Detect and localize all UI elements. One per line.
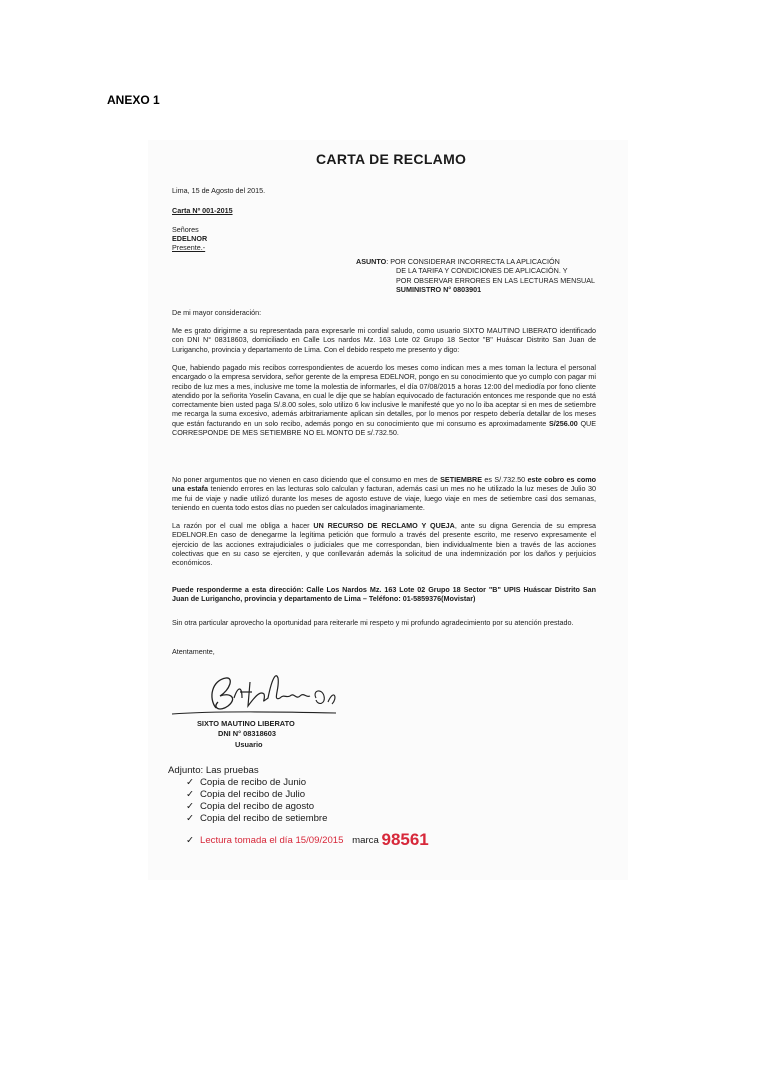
meter-reading: [186, 830, 429, 850]
attachment-item: ✓ Copia de recibo de Junio: [186, 777, 307, 788]
attachment-item: ✓ Copia del recibo de Julio: [186, 789, 306, 800]
addressee-company: EDELNOR: [172, 234, 208, 243]
closing-salutation: Atentamente,: [172, 647, 215, 656]
asunto-label: ASUNTO: [356, 257, 387, 266]
check-icon: ✓: [186, 835, 195, 846]
paragraph-arguments: [172, 475, 596, 512]
attachment-item: ✓ Copia del recibo de agosto: [186, 801, 315, 812]
attachments-label: Adjunto: Las pruebas: [168, 765, 259, 776]
letter-date: Lima, 15 de Agosto del 2015.: [172, 186, 266, 195]
paragraph-reason: [172, 521, 596, 567]
complaint-emphasis: UN RECURSO DE RECLAMO Y QUEJA: [313, 521, 455, 530]
asunto-line: POR OBSERVAR ERRORES EN LAS LECTURAS MENSUAL: [396, 275, 596, 285]
asunto-line: DE LA TARIFA Y CONDICIONES DE APLICACIÓN. Y: [396, 266, 568, 276]
marca-label: marca: [352, 835, 379, 846]
check-icon: ✓: [186, 813, 195, 824]
letter-number: Carta Nº 001-2015: [172, 206, 233, 215]
fraud-emphasis: este cobro es como una estafa: [172, 475, 596, 494]
paragraph-claim-text: Que, habiendo pagado mis recibos correspondientes de acuerdo los meses como indican mes a mes toman la lectura el personal encargado o la empresa servidora, señor gerente de la empresa EDELNOR, pongo en su conocimiento que yo cumplo con pagar mi recibo de luz mes a mes, inclusive me tome la molestia de informarles, el día 07/08/2015 a horas 12:00 del mediodía por fono cliente atendido por la señorita Yoselin Cavana, en cual le dije que se habían equivocado de facturación entonces me responde que no está correctamente bien usted paga S/.8.00 soles, solo utilizo 6 kw inclusive le manifesté que yo no lo iba aceptar si en mes de setiembre me recarga la suma excesivo, además arbitrariamente aplican sin detalles, por lo menos por respeto debería detallar de los meses que están facturando en un solo recibo, además pongo en su conocimiento que mi consumo es aproximadamente: [172, 363, 596, 428]
month-emphasis: SETIEMBRE: [440, 475, 483, 484]
signer-name: SIXTO MAUTINO LIBERATO: [197, 719, 295, 728]
greeting: De mi mayor consideración:: [172, 308, 262, 317]
letter-title: CARTA DE RECLAMO: [316, 151, 467, 167]
check-icon: ✓: [186, 789, 195, 800]
paragraph-closing: Sin otra particular aprovecho la oportunidad para reiterarle mi respeto y mi profundo agradecimiento por su atención prestado.: [172, 618, 574, 627]
asunto-supply: SUMINISTRO N° 0803901: [396, 284, 482, 294]
charged-amount: es S/.732.50: [484, 475, 526, 484]
paragraph-reason-end: , ante su digna Gerencia de su empresa EDELNOR.En caso de denegarme la legítima petición que formulo a través del presente escrito, me reservo expresamente el ejercicio de las acciones extrajudiciales o judiciales que me correspondan, bien individualmente bien a través de las acciones colectivas que en su caso se ejerciten, y que conllevarán además la solicitud de una indemnización por los daños y perjuicios económicos.: [172, 521, 596, 568]
signer-dni: DNI N° 08318603: [218, 729, 277, 738]
check-icon: ✓: [186, 777, 195, 788]
paragraph-claim-end: QUE CORRESPONDE DE MES SETIEMBRE NO EL MONTO DE s/.732.50.: [172, 418, 597, 438]
paragraph-reason-text: La razón por el cual me obliga a hacer: [172, 521, 310, 530]
check-icon: ✓: [186, 801, 195, 812]
addressee-line: Señores: [172, 225, 199, 234]
annex-label: ANEXO 1: [107, 93, 160, 107]
meter-value: 98561: [381, 830, 429, 849]
attachment-item: ✓ Copia del recibo de setiembre: [186, 813, 328, 824]
signer-role: Usuario: [235, 740, 263, 749]
asunto-block: [356, 257, 606, 294]
reply-address: Puede responderme a esta dirección: Calle Los Nardos Mz. 163 Lote 02 Grupo 18 Sector "B" UPIS Huáscar Distrito San Juan de Lurigancho, provincia y departamento de Lima – Teléfono: 01-5859376(Movistar): [172, 585, 596, 604]
consumption-amount: S/256.00: [548, 418, 578, 428]
paragraph-arguments-text: No poner argumentos que no vienen en caso diciendo que el consumo en mes de: [172, 475, 438, 484]
paragraph-arguments-end: teniendo errores en las lecturas solo calculan y facturan, además casi un mes no he utilizado la luz meses de Julio 30 me fui de viaje y nadie utilizó durante los meses de agosto estuve de viaje, luego viaje en mes de setiembre casi dos semanas, teniendo en cuenta todo estos días no pueden ser calculados imaginariamente.: [172, 484, 596, 512]
addressee-presente: Presente.-: [172, 243, 206, 252]
reading-date: Lectura tomada el día 15/09/2015: [200, 835, 344, 846]
asunto-line: : POR CONSIDERAR INCORRECTA LA APLICACIÓN: [386, 257, 560, 266]
paragraph-intro: Me es grato dirigirme a su representada para expresarle mi cordial saludo, como usuario SIXTO MAUTINO LIBERATO identificado con DNI N° 08318603, domiciliado en Calle Los nardos Mz. 163 Lote 02 Grupo 18 Sector "B" Huáscar Distrito San Juan de Lurigancho, provincia y departamento de Lima. Con el debido respeto me presento y digo:: [172, 326, 596, 354]
paragraph-claim: [172, 363, 596, 437]
